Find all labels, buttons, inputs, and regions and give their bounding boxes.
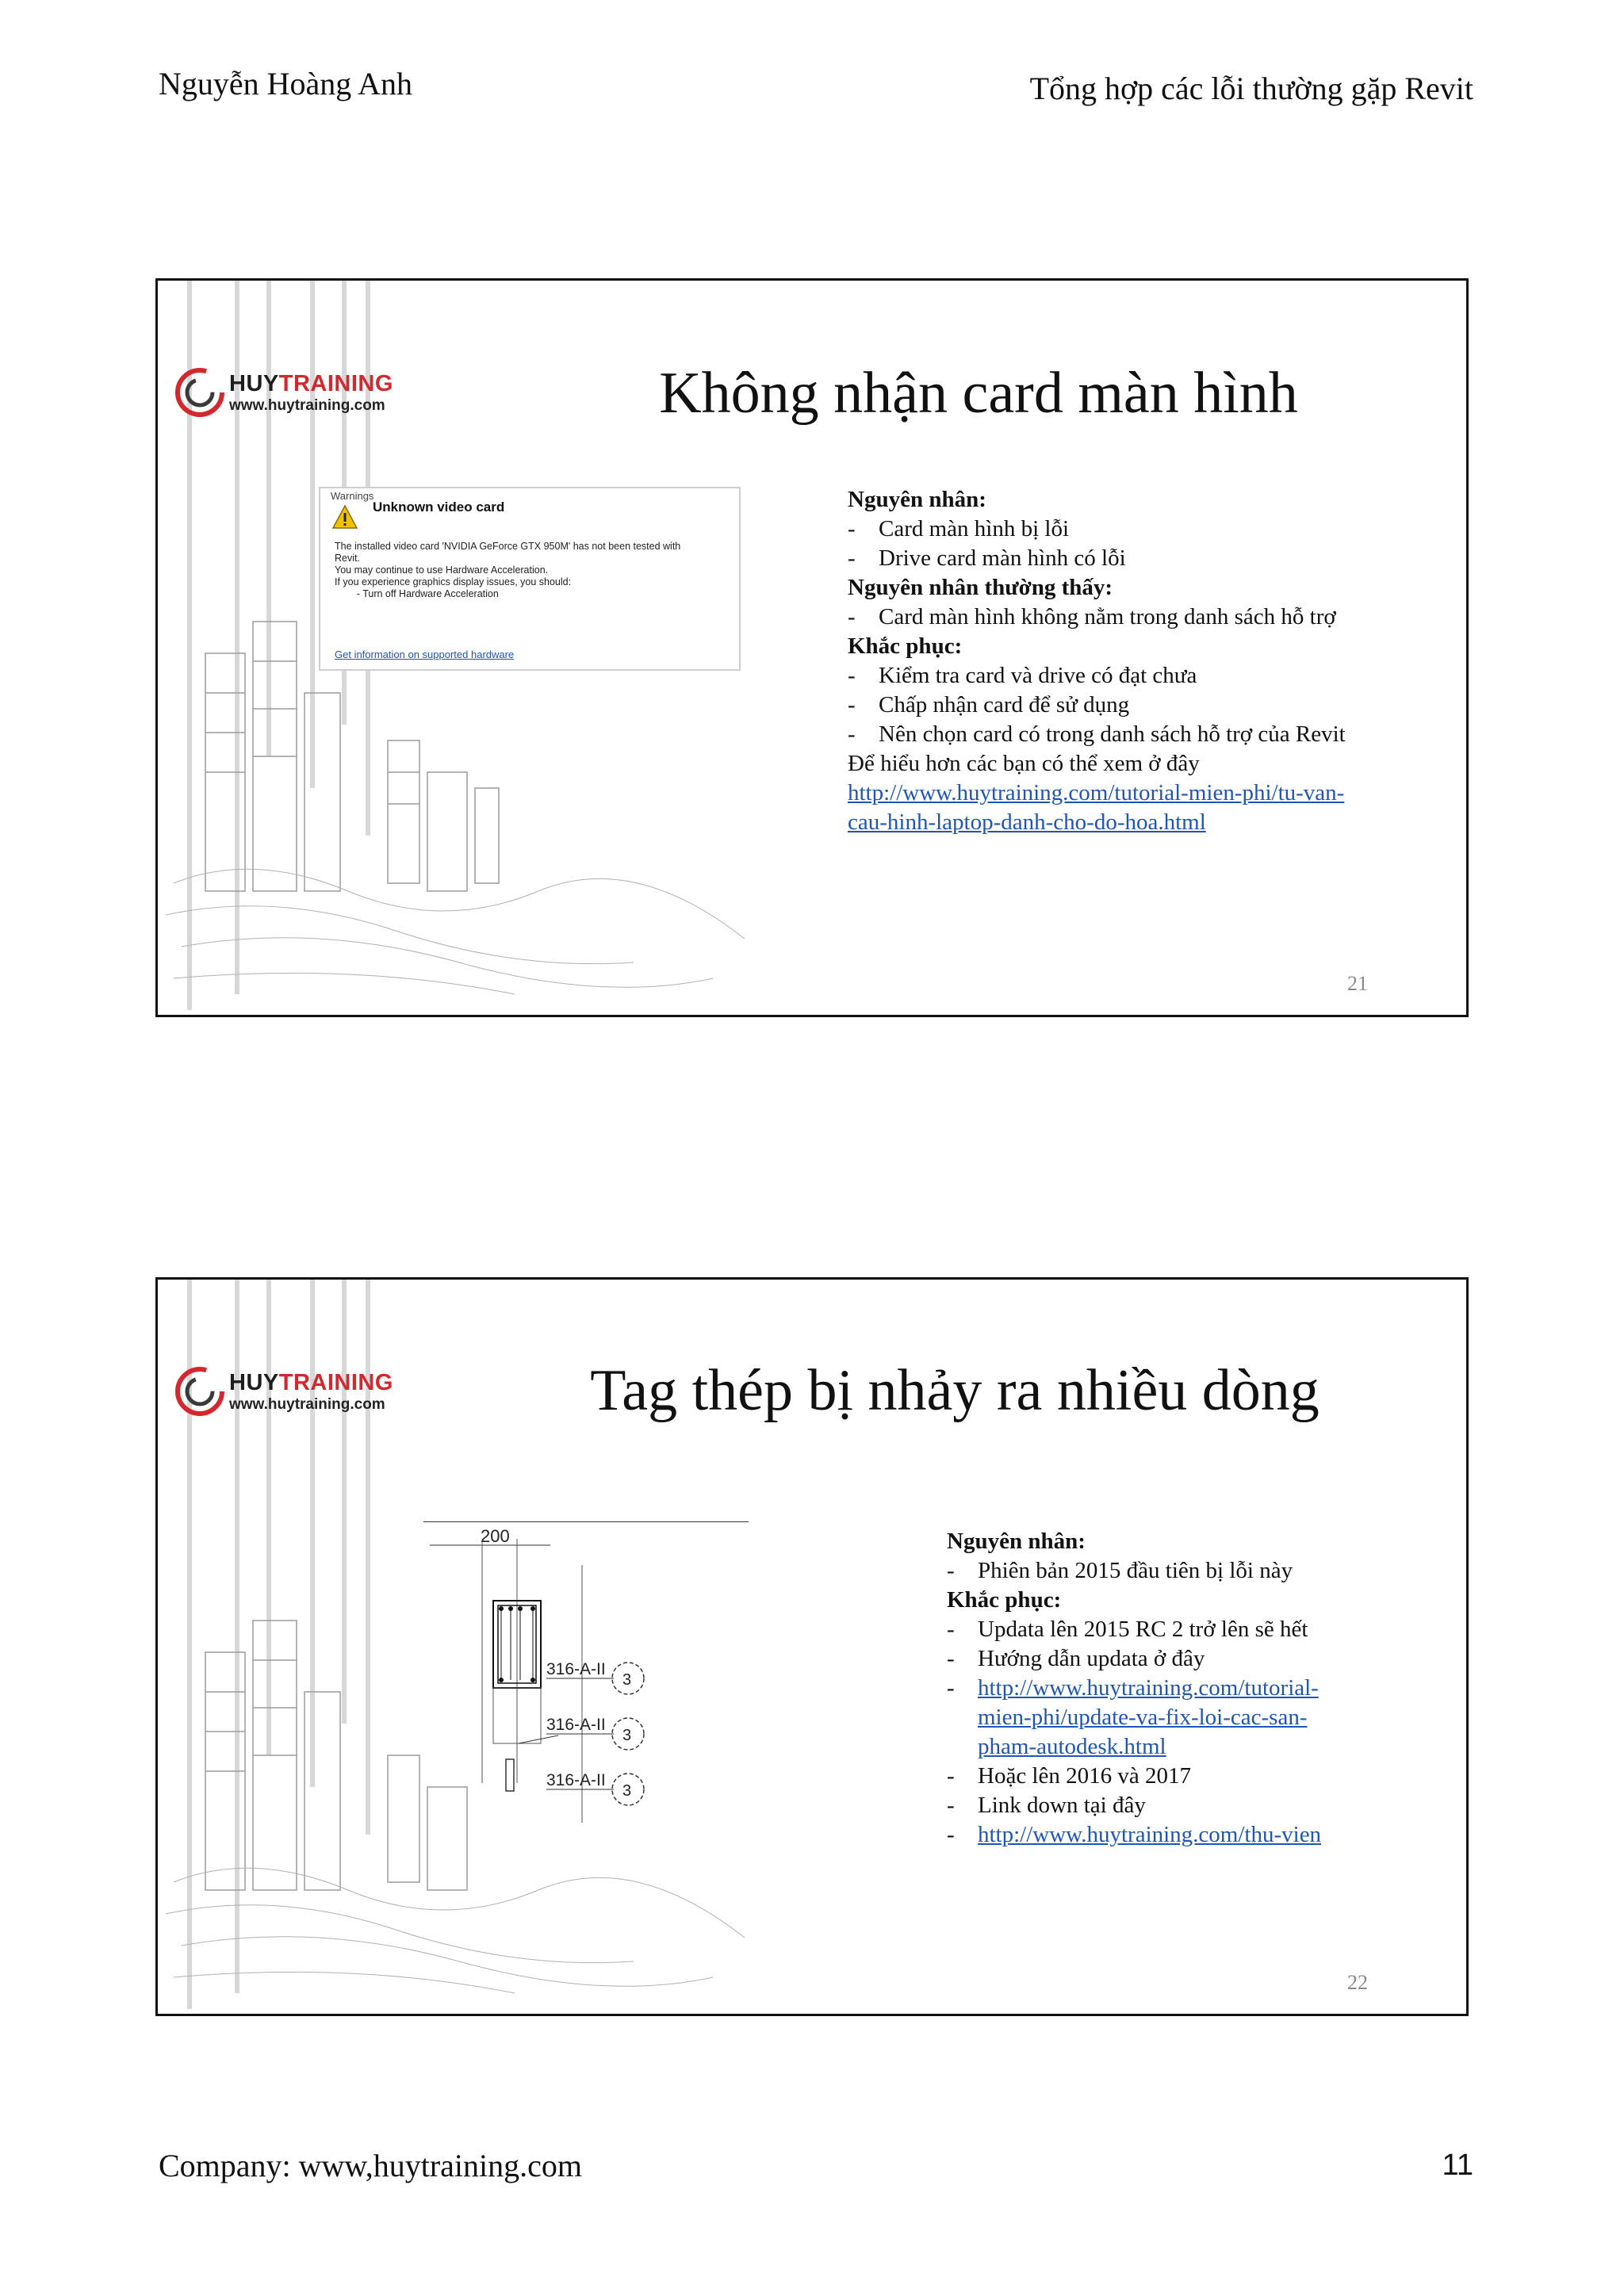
logo-url: www.huytraining.com: [229, 1395, 385, 1413]
logo-brand-huy: HUY: [229, 370, 279, 396]
slide-number: 21: [1347, 972, 1368, 995]
dialog-message: [335, 541, 731, 600]
list-item: - http://www.huytraining.com/tutorial- mien-phi/update-va-fix-loi-cac-san- pham-autodesk.html: [947, 1674, 1391, 1762]
huytraining-logo-icon: [174, 1365, 226, 1418]
list-item: - Card màn hình không nằm trong danh sách hỗ trợ: [848, 604, 1336, 629]
list-item: - Kiểm tra card và drive có đạt chưa: [848, 663, 1197, 688]
update-guide-link-line-1[interactable]: http://www.huytraining.com/tutorial-: [978, 1675, 1319, 1701]
logo-brand-training: TRAINING: [278, 1369, 393, 1395]
header-document-title: Tổng hợp các lỗi thường gặp Revit: [1029, 71, 1473, 106]
rebar-tag-drawing: [423, 1521, 756, 1823]
dialog-message-line: If you experience graphics display issues, you should:: [335, 576, 572, 587]
list-item: - Link down tại đây: [947, 1793, 1146, 1818]
more-info-text: Để hiểu hơn các bạn có thể xem ở đây: [848, 751, 1200, 776]
cause-heading: Nguyên nhân:: [947, 1529, 1086, 1554]
footer-company: Company: www,huytraining.com: [159, 2148, 583, 2183]
list-item: - Phiên bản 2015 đầu tiên bị lỗi này: [947, 1558, 1293, 1583]
dialog-message-line: - Turn off Hardware Acceleration: [335, 588, 499, 599]
logo-url: www.huytraining.com: [229, 396, 385, 414]
list-item: - Drive card màn hình có lỗi: [848, 545, 1126, 571]
huytraining-logo: [174, 1365, 393, 1418]
rebar-tag-number: 3: [622, 1727, 632, 1744]
list-item: - Hoặc lên 2016 và 2017: [947, 1763, 1191, 1789]
rebar-tag-label: 316-A-II: [546, 1716, 606, 1734]
header-author: Nguyễn Hoàng Anh: [159, 66, 412, 101]
dialog-message-line: Revit.: [335, 553, 360, 564]
warning-icon: [331, 504, 358, 530]
slide-number: 22: [1347, 1971, 1368, 1994]
cause-heading: Nguyên nhân:: [848, 487, 986, 512]
list-item: - http://www.huytraining.com/thu-vien: [947, 1820, 1391, 1850]
update-guide-link-line-3[interactable]: pham-autodesk.html: [978, 1734, 1166, 1759]
list-item: - Chấp nhận card để sử dụng: [848, 692, 1130, 718]
update-guide-link-line-2[interactable]: mien-phi/update-va-fix-loi-cac-san-: [978, 1705, 1308, 1730]
dialog-message-line: The installed video card 'NVIDIA GeForce GTX 950M' has not been tested with: [335, 541, 681, 552]
dialog-title: Unknown video card: [373, 499, 505, 515]
list-item: - Card màn hình bị lỗi: [848, 516, 1070, 541]
logo-brand-training: TRAINING: [278, 370, 393, 396]
fix-heading: Khắc phục:: [947, 1587, 1062, 1613]
list-item: - Updata lên 2015 RC 2 trở lên sẽ hết: [947, 1617, 1308, 1642]
fix-heading: Khắc phục:: [848, 633, 963, 659]
slide-22: [155, 1277, 1469, 2016]
slide-title: Tag thép bị nhảy ra nhiều dòng: [590, 1358, 1320, 1423]
huytraining-logo-icon: [174, 366, 226, 419]
slide-title: Không nhận card màn hình: [659, 361, 1298, 426]
rebar-tag-label: 316-A-II: [546, 1771, 606, 1789]
tutorial-link-line-1[interactable]: http://www.huytraining.com/tutorial-mien-phi/tu-van-: [848, 780, 1345, 806]
footer-page-number: 11: [1442, 2149, 1473, 2182]
logo-brand-huy: HUY: [229, 1369, 279, 1395]
common-cause-heading: Nguyên nhân thường thấy:: [848, 575, 1113, 600]
dialog-message-line: You may continue to use Hardware Acceleration.: [335, 564, 549, 576]
dimension-label: 200: [481, 1526, 510, 1546]
slide-21: [155, 278, 1469, 1017]
revit-warning-dialog: [319, 487, 741, 671]
slide-content: [848, 485, 1419, 837]
rebar-tag-number: 3: [622, 1671, 632, 1689]
supported-hardware-link[interactable]: Get information on supported hardware: [335, 649, 515, 660]
dialog-caption: Warnings: [328, 490, 376, 502]
rebar-tag-label: 316-A-II: [546, 1660, 606, 1678]
list-item: - Hướng dẫn updata ở đây: [947, 1646, 1205, 1671]
list-item: - Nên chọn card có trong danh sách hỗ trợ của Revit: [848, 721, 1346, 747]
slide-content: [947, 1527, 1391, 1850]
library-link[interactable]: http://www.huytraining.com/thu-vien: [978, 1822, 1322, 1847]
rebar-tag-number: 3: [622, 1782, 632, 1800]
tutorial-link-line-2[interactable]: cau-hinh-laptop-danh-cho-do-hoa.html: [848, 809, 1206, 835]
huytraining-logo: [174, 366, 393, 419]
